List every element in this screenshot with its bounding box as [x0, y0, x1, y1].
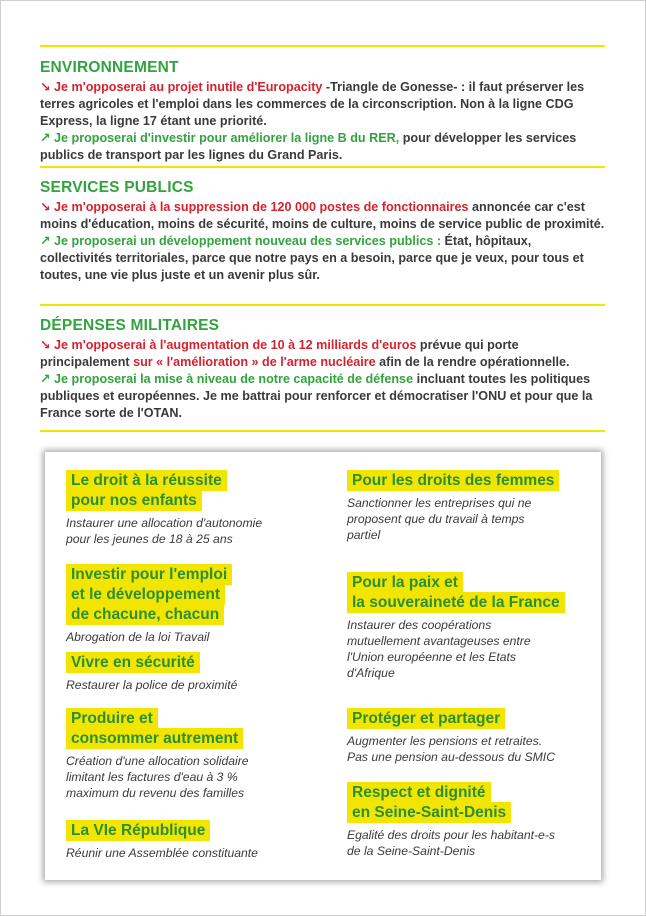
- point-highlight: Je proposerai la mise à niveau de notre capacité de défense: [54, 372, 414, 386]
- priority-description: [347, 733, 555, 765]
- priority-item: [347, 708, 555, 765]
- priority-title: Investir pour l'emploi: [66, 564, 232, 585]
- point-highlight: Je m'opposerai à la suppression de 120 000 postes de fonctionnaires: [54, 200, 469, 214]
- priority-description: [66, 677, 237, 693]
- priority-description-line: l'Union européenne et les Etats: [347, 650, 517, 664]
- priority-description-line: maximum du revenu des familles: [66, 786, 245, 800]
- priority-description-line: limitant les factures d'eau à 3 %: [66, 770, 238, 784]
- priority-description: [347, 495, 559, 543]
- priority-title: de chacune, chacun: [66, 604, 224, 625]
- priority-title: et le développement: [66, 584, 225, 605]
- priority-description-line: d'Afrique: [347, 666, 395, 680]
- point-propose: [40, 233, 605, 284]
- priority-description: [66, 515, 262, 547]
- section-title: ENVIRONNEMENT: [40, 59, 179, 76]
- priority-title: la souveraineté de la France: [347, 592, 565, 613]
- priority-item: [347, 782, 555, 859]
- priority-description: [347, 617, 565, 681]
- section-title: SERVICES PUBLICS: [40, 179, 194, 196]
- priority-description-line: partiel: [347, 528, 381, 542]
- priority-title: en Seine-Saint-Denis: [347, 802, 511, 823]
- point-highlight: Je proposerai d'investir pour améliorer la ligne B du RER,: [54, 131, 400, 145]
- arrow-up-right-icon: ↗: [40, 131, 51, 145]
- point-oppose: [40, 337, 605, 371]
- priority-title: pour nos enfants: [66, 490, 202, 511]
- point-text: incluant toutes les politiques publiques et européennes. Je me battrai pour renforcer et démocratiser l'ONU et pour que la France sorte de l'OTAN.: [40, 372, 593, 420]
- divider-top: [40, 45, 605, 47]
- priority-description-line: Restaurer la police de proximité: [66, 678, 238, 692]
- priority-description-line: Création d'une allocation solidaire: [66, 754, 249, 768]
- point-text: prévue qui porte principalement: [40, 338, 519, 369]
- priority-title: Produire et: [66, 708, 158, 729]
- point-highlight: Je m'opposerai au projet inutile d'Europacity: [54, 80, 323, 94]
- priority-item: [66, 708, 249, 801]
- priority-description: [66, 845, 258, 861]
- priority-item: [347, 572, 565, 681]
- point-text: -Triangle de Gonesse- : il faut préserver les terres agricoles et l'emploi dans les commerces de la circonscription. Non à la ligne CDG Express, la ligne 17 étant une priorité.: [40, 80, 585, 128]
- section-title: DÉPENSES MILITAIRES: [40, 317, 220, 334]
- arrow-down-right-icon: ↘: [40, 200, 51, 214]
- priority-item: [66, 820, 258, 861]
- priority-description-line: Pas une pension au-dessous du SMIC: [347, 750, 555, 764]
- priority-description-line: Egalité des droits pour les habitant-e-s: [347, 828, 555, 842]
- divider-1: [40, 166, 605, 168]
- arrow-up-right-icon: ↗: [40, 372, 51, 386]
- arrow-down-right-icon: ↘: [40, 80, 51, 94]
- priority-item: [66, 652, 237, 693]
- section-environnement: [40, 58, 605, 164]
- point-propose: [40, 130, 605, 164]
- priority-description-line: Sanctionner les entreprises qui ne: [347, 496, 532, 510]
- section-services-publics: [40, 178, 605, 284]
- section-depenses-militaires: [40, 316, 605, 422]
- arrow-up-right-icon: ↗: [40, 234, 51, 248]
- point-text: État, hôpitaux, collectivités territoriales, parce que notre pays en a besoin, parce que je veux, pour tous et toutes, une vie plus juste et un avenir plus sûr.: [40, 234, 584, 282]
- divider-3: [40, 430, 605, 432]
- point-oppose: [40, 199, 605, 233]
- priority-title: Protéger et partager: [347, 708, 505, 729]
- priority-description-line: Réunir une Assemblée constituante: [66, 846, 258, 860]
- point-text: pour développer les services publics de transport par les lignes du Grand Paris.: [40, 131, 577, 162]
- point-text: annoncée car c'est moins d'éducation, moins de sécurité, moins de culture, moins de service public de proximité.: [40, 200, 605, 231]
- priority-item: [66, 470, 262, 547]
- priority-description-line: Augmenter les pensions et retraites.: [347, 734, 543, 748]
- priority-title: Respect et dignité: [347, 782, 491, 803]
- priority-description: [347, 827, 555, 859]
- priority-item: [66, 564, 232, 645]
- point-propose: [40, 371, 605, 422]
- arrow-down-right-icon: ↘: [40, 338, 51, 352]
- priority-description-line: de la Seine-Saint-Denis: [347, 844, 476, 858]
- priority-title: La VIe République: [66, 820, 210, 841]
- priority-title: Pour les droits des femmes: [347, 470, 559, 491]
- priority-description-line: Instaurer des coopérations: [347, 618, 492, 632]
- priority-description-line: mutuellement avantageuses entre: [347, 634, 531, 648]
- priority-title: Pour la paix et: [347, 572, 463, 593]
- priority-title: consommer autrement: [66, 728, 243, 749]
- priority-description: [66, 629, 232, 645]
- divider-2: [40, 304, 605, 306]
- priority-title: Vivre en sécurité: [66, 652, 200, 673]
- priority-title: Le droit à la réussite: [66, 470, 227, 491]
- point-text: afin de la rendre opérationnelle.: [375, 355, 570, 369]
- priority-description-line: Abrogation de la loi Travail: [66, 630, 210, 644]
- priority-description-line: proposent que du travail à temps: [347, 512, 525, 526]
- priority-description: [66, 753, 249, 801]
- priority-item: [347, 470, 559, 543]
- priority-description-line: Instaurer une allocation d'autonomie: [66, 516, 263, 530]
- point-oppose: [40, 79, 605, 130]
- point-highlight: Je m'opposerai à l'augmentation de 10 à 12 milliards d'euros: [54, 338, 417, 352]
- point-highlight: Je proposerai un développement nouveau des services publics :: [54, 234, 442, 248]
- priority-description-line: pour les jeunes de 18 à 25 ans: [66, 532, 233, 546]
- point-highlight-secondary: sur « l'amélioration » de l'arme nucléaire: [133, 355, 376, 369]
- priorities-box: [45, 452, 601, 880]
